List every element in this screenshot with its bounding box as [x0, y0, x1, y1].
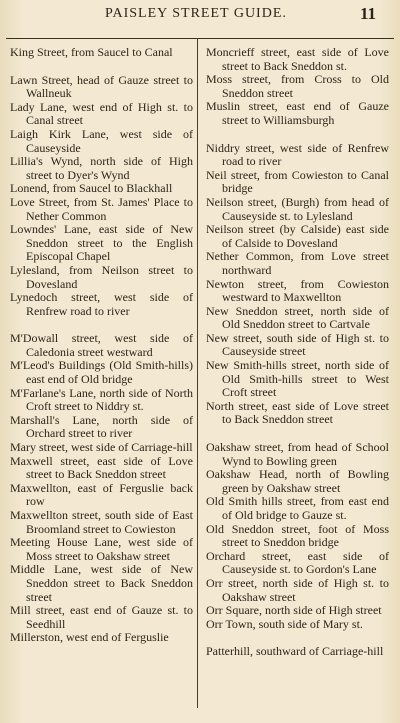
street-entry: Neil street, from Cowieston to Canal bridge — [206, 167, 389, 196]
street-entry: Middle Lane, west side of New Sneddon street to Back Sneddon street — [10, 562, 193, 604]
street-entry: New street, south side of High st. to Causeyside street — [206, 330, 389, 359]
street-entry: Marshall's Lane, north side of Orchard street to river — [10, 412, 193, 441]
street-entry: Lady Lane, west end of High st. to Canal street — [10, 99, 193, 128]
section-gap — [10, 60, 193, 74]
street-entry: Love Street, from St. James' Place to Nether Common — [10, 194, 193, 223]
street-entry: Orr Town, south side of Mary st. — [206, 616, 363, 631]
left-column — [10, 46, 193, 645]
street-entry: Mill street, east end of Gauze st. to Seedhill — [10, 603, 193, 631]
street-entry: Lonend, from Saucel to Blackhall — [10, 181, 173, 196]
running-title: PAISLEY STREET GUIDE. — [105, 6, 287, 21]
street-entry: Old Smith hills street, from east end of Old bridge to Gauze st. — [206, 494, 389, 522]
street-entry: King Street, from Saucel to Canal — [10, 45, 173, 59]
header-rule — [6, 38, 394, 39]
street-entry: Laigh Kirk Lane, west side of Causeyside — [10, 126, 193, 155]
right-column — [206, 46, 389, 659]
street-entry: M'Farlane's Lane, north side of North Croft street to Niddry st. — [10, 385, 193, 414]
street-entry: Meeting House Lane, west side of Moss street to Oakshaw street — [10, 535, 193, 563]
street-entry: Lynedoch street, west side of Renfrew road to river — [10, 290, 193, 318]
street-entry: Mary street, west side of Carriage-hill — [10, 440, 193, 455]
section-gap — [206, 128, 389, 142]
street-entry: Millerston, west end of Ferguslie — [10, 630, 169, 645]
column-divider — [197, 38, 198, 708]
street-entry: Muslin street, east end of Gauze street to Williamsburgh — [206, 99, 389, 127]
street-entry: Old Sneddon street, foot of Moss street to Sneddon bridge — [206, 521, 389, 550]
street-entry: Oakshaw street, from head of School Wynd to Bowling green — [206, 440, 389, 468]
street-entry: New Sneddon street, north side of Old Sneddon street to Cartvale — [206, 303, 389, 332]
street-entry: New Smith-hills street, north side of Old Smith-hills street to West Croft street — [206, 358, 389, 400]
street-entry: Maxwellton, east of Ferguslie back row — [10, 480, 193, 509]
street-entry: Niddry street, west side of Renfrew road to river — [206, 140, 389, 169]
street-entry: M'Leod's Buildings (Old Smith-hills) east end of Old bridge — [10, 358, 193, 387]
street-entry: M'Dowall street, west side of Caledonia street westward — [10, 331, 193, 359]
street-entry: Maxwellton street, south side of East Broomland street to Cowieston — [10, 508, 193, 536]
street-entry: Lawn Street, head of Gauze street to Wallneuk — [10, 72, 193, 101]
page-number: 11 — [360, 4, 377, 23]
street-entry: Neilson street, (Burgh) from head of Causeyside st. to Lylesland — [206, 194, 389, 223]
street-entry: Orchard street, east side of Causeyside st. to Gordon's Lane — [206, 548, 389, 577]
page-header — [0, 6, 400, 30]
street-entry: Orr street, north side of High st. to Oakshaw street — [206, 575, 389, 604]
section-gap — [206, 427, 389, 441]
street-entry: Lillia's Wynd, north side of High street to Dyer's Wynd — [10, 154, 193, 182]
section-gap — [206, 631, 389, 645]
street-entry: Lylesland, from Neilson street to Dovesland — [10, 262, 193, 291]
street-entry: Oakshaw Head, north of Bowling green by Oakshaw street — [206, 467, 389, 495]
street-entry: Lowndes' Lane, east side of New Sneddon street to the English Episcopal Chapel — [10, 222, 193, 264]
street-entry: Moncrieff street, east side of Love street to Back Sneddon st. — [206, 45, 389, 73]
street-entry: Maxwell street, east side of Love street to Back Sneddon street — [10, 453, 193, 482]
street-entry: Patterhill, southward of Carriage-hill — [206, 644, 384, 659]
street-entry: Neilson street (by Calside) east side of Calside to Dovesland — [206, 222, 389, 250]
street-entry: North street, east side of Love street to Back Sneddon street — [206, 398, 389, 427]
street-entry: Orr Square, north side of High street — [206, 603, 382, 618]
street-entry: Moss street, from Cross to Old Sneddon street — [206, 72, 389, 100]
street-entry: Newton street, from Cowieston westward to Maxwellton — [206, 276, 389, 305]
section-gap — [10, 318, 193, 332]
street-entry: Nether Common, from Love street northward — [206, 249, 389, 277]
